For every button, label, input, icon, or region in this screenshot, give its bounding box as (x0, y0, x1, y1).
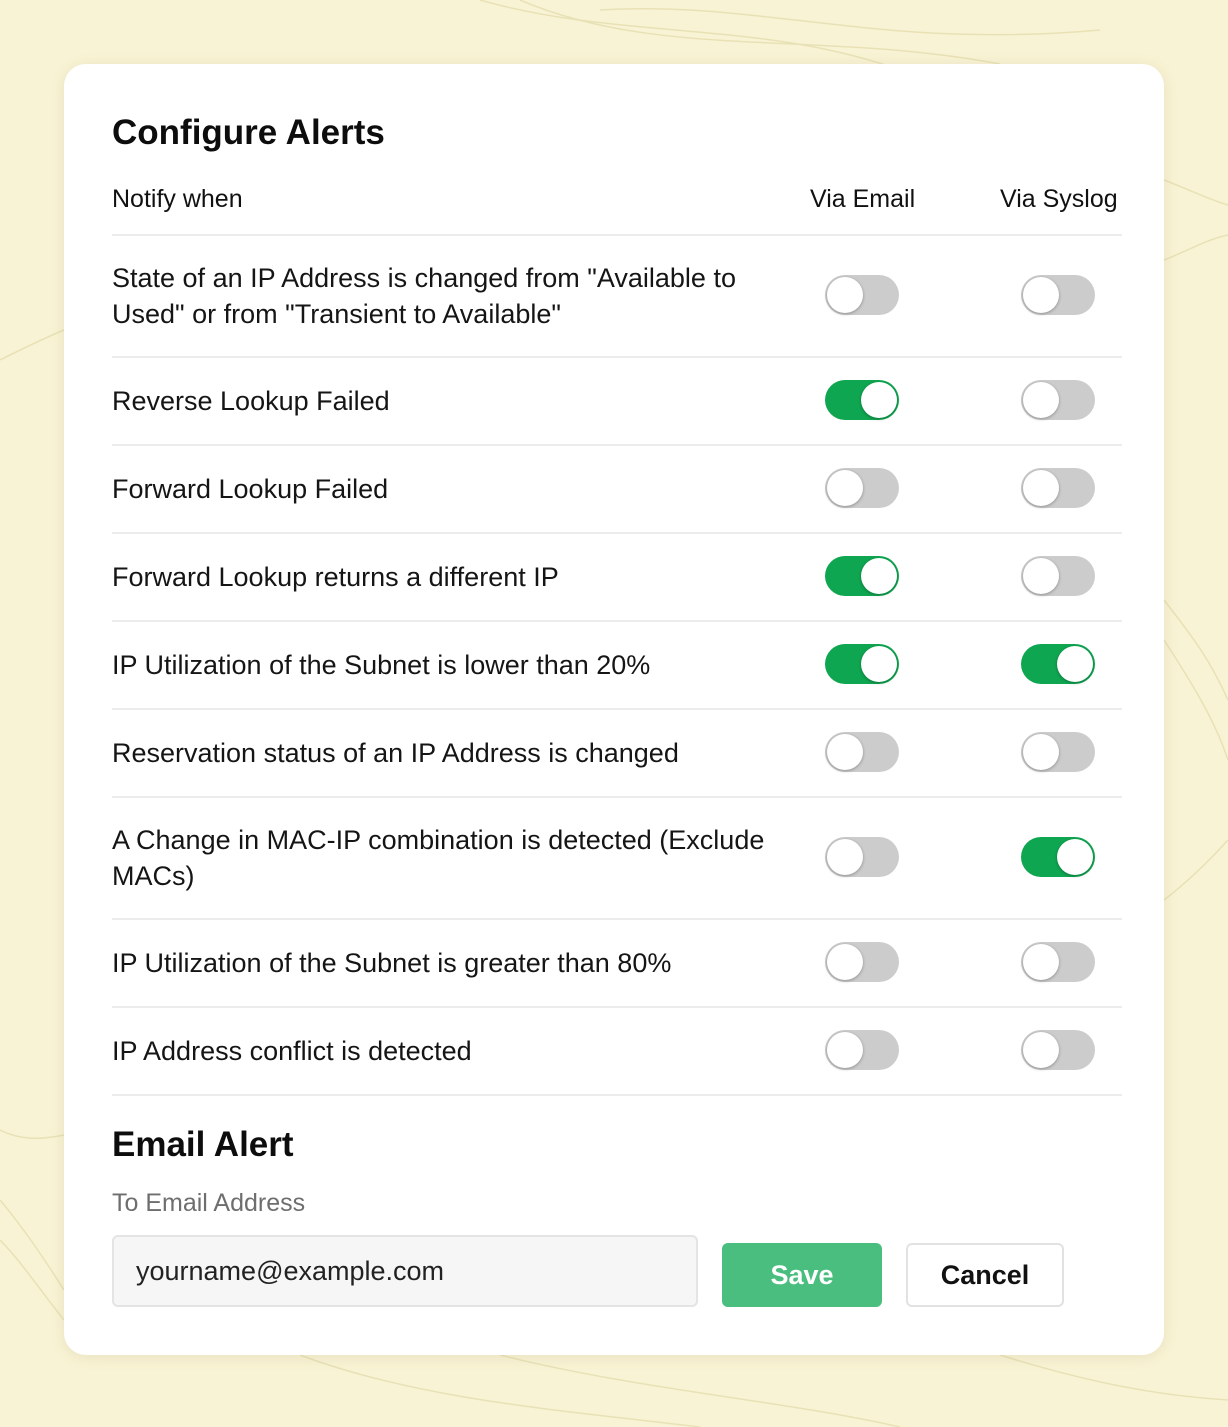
toggle-knob (827, 277, 863, 313)
email-toggle[interactable] (825, 942, 899, 982)
email-toggle[interactable] (825, 556, 899, 596)
toggle-knob (827, 839, 863, 875)
alert-label: IP Address conflict is detected (112, 1036, 472, 1066)
alert-label: IP Utilization of the Subnet is lower than 20% (112, 650, 651, 680)
alert-label: Reservation status of an IP Address is changed (112, 738, 679, 768)
alert-label: State of an IP Address is changed from "Available to Used" or from "Transient to Available" (112, 263, 736, 329)
toggle-knob (1057, 839, 1093, 875)
alert-label: Reverse Lookup Failed (112, 386, 390, 416)
toggle-knob (827, 470, 863, 506)
email-toggle[interactable] (825, 380, 899, 420)
syslog-toggle[interactable] (1021, 732, 1095, 772)
alert-row (112, 236, 1122, 358)
toggle-knob (827, 734, 863, 770)
toggle-knob (861, 646, 897, 682)
toggle-knob (1057, 646, 1093, 682)
email-toggle[interactable] (825, 1030, 899, 1070)
to-email-address-label: To Email Address (112, 1189, 306, 1217)
alert-label: A Change in MAC-IP combination is detected (Exclude MACs) (112, 825, 765, 891)
alert-label: IP Utilization of the Subnet is greater than 80% (112, 948, 672, 978)
alert-row (112, 710, 1122, 798)
alert-label: Forward Lookup Failed (112, 474, 389, 504)
syslog-toggle[interactable] (1021, 837, 1095, 877)
syslog-toggle[interactable] (1021, 644, 1095, 684)
toggle-knob (1023, 470, 1059, 506)
alert-row (112, 920, 1122, 1008)
email-toggle[interactable] (825, 275, 899, 315)
syslog-toggle[interactable] (1021, 275, 1095, 315)
email-toggle[interactable] (825, 732, 899, 772)
syslog-toggle[interactable] (1021, 380, 1095, 420)
email-alert-title: Email Alert (112, 1125, 294, 1164)
toggle-knob (827, 1032, 863, 1068)
alert-row (112, 446, 1122, 534)
column-header-via-syslog: Via Syslog (1000, 185, 1118, 213)
alert-row (112, 1008, 1122, 1096)
toggle-knob (861, 382, 897, 418)
toggle-knob (1023, 277, 1059, 313)
column-header-notify-when: Notify when (112, 185, 243, 213)
email-toggle[interactable] (825, 644, 899, 684)
toggle-knob (827, 944, 863, 980)
dialog-title: Configure Alerts (112, 113, 385, 152)
save-button[interactable]: Save (722, 1243, 882, 1307)
email-toggle[interactable] (825, 468, 899, 508)
cancel-button[interactable]: Cancel (906, 1243, 1064, 1307)
toggle-knob (861, 558, 897, 594)
alerts-table (112, 236, 1122, 1096)
alert-row (112, 798, 1122, 920)
toggle-knob (1023, 558, 1059, 594)
syslog-toggle[interactable] (1021, 942, 1095, 982)
syslog-toggle[interactable] (1021, 556, 1095, 596)
toggle-knob (1023, 1032, 1059, 1068)
toggle-knob (1023, 944, 1059, 980)
column-header-via-email: Via Email (810, 185, 916, 213)
toggle-knob (1023, 734, 1059, 770)
alert-row (112, 534, 1122, 622)
alert-row (112, 358, 1122, 446)
alert-row (112, 622, 1122, 710)
syslog-toggle[interactable] (1021, 1030, 1095, 1070)
alert-label: Forward Lookup returns a different IP (112, 562, 559, 592)
syslog-toggle[interactable] (1021, 468, 1095, 508)
email-address-input[interactable] (112, 1235, 698, 1307)
email-toggle[interactable] (825, 837, 899, 877)
toggle-knob (1023, 382, 1059, 418)
configure-alerts-dialog (64, 64, 1164, 1355)
alerts-table-header (112, 180, 1122, 236)
